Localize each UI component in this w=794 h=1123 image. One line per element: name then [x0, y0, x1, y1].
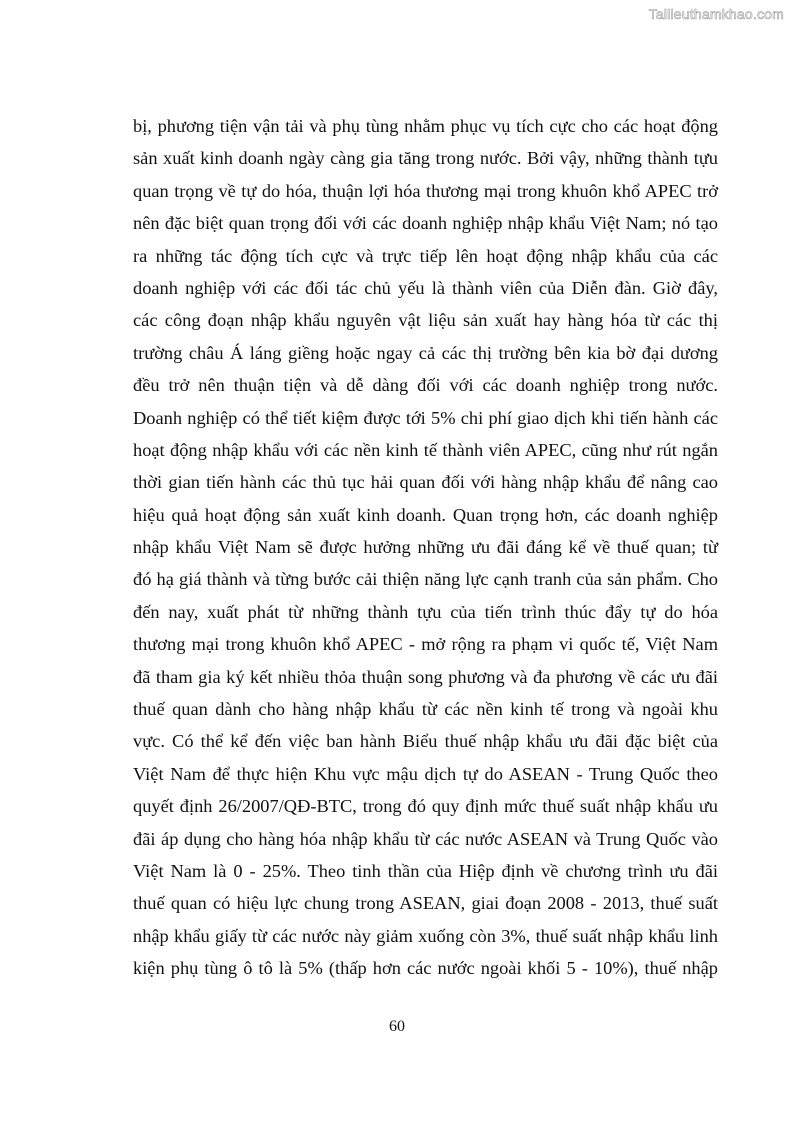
page-body — [133, 110, 718, 985]
body-line: thời gian tiến hành các thủ tục hải quan đối với hàng nhập khẩu để nâng cao — [133, 472, 718, 493]
body-line: nhập khẩu giấy từ các nước này giảm xuống còn 3%, thuế suất nhập khẩu linh — [133, 925, 718, 946]
body-line: hiệu quả hoạt động sản xuất kinh doanh. Quan trọng hơn, các doanh nghiệp — [133, 504, 718, 525]
body-line: đãi áp dụng cho hàng hóa nhập khẩu từ các nước ASEAN và Trung Quốc vào — [133, 828, 718, 849]
watermark-text: Tailieuthamkhao.com — [648, 6, 784, 22]
body-line: đó hạ giá thành và từng bước cải thiện năng lực cạnh tranh của sản phẩm. Cho — [133, 569, 718, 590]
body-line: sản xuất kinh doanh ngày càng gia tăng trong nước. Bởi vậy, những thành tựu — [133, 148, 718, 169]
body-line: vực. Có thể kể đến việc ban hành Biểu thuế nhập khẩu ưu đãi đặc biệt của — [133, 731, 718, 752]
body-line: đều trở nên thuận tiện và dễ dàng đối với các doanh nghiệp trong nước. — [133, 375, 718, 396]
body-line: bị, phương tiện vận tải và phụ tùng nhằm phục vụ tích cực cho các hoạt động — [133, 116, 718, 136]
body-line: ra những tác động tích cực và trực tiếp lên hoạt động nhập khẩu của các — [133, 245, 718, 266]
body-line: thuế quan có hiệu lực chung trong ASEAN, giai đoạn 2008 - 2013, thuế suất — [133, 893, 718, 914]
body-line: trường châu Á láng giềng hoặc ngay cả các thị trường bên kia bờ đại dương — [133, 342, 718, 363]
body-line: Doanh nghiệp có thể tiết kiệm được tới 5% chi phí giao dịch khi tiến hành các — [133, 407, 718, 428]
body-line: hoạt động nhập khẩu với các nền kinh tế thành viên APEC, cũng như rút ngắn — [133, 439, 718, 460]
body-line: quan trọng về tự do hóa, thuận lợi hóa thương mại trong khuôn khổ APEC trở — [133, 180, 718, 201]
body-line: doanh nghiệp với các đối tác chủ yếu là thành viên của Diễn đàn. Giờ đây, — [133, 277, 718, 298]
body-line: đến nay, xuất phát từ những thành tựu của tiến trình thúc đẩy tự do hóa — [133, 601, 718, 622]
body-line: đã tham gia ký kết nhiều thỏa thuận song phương và đa phương về các ưu đãi — [133, 666, 718, 687]
body-line: quyết định 26/2007/QĐ-BTC, trong đó quy định mức thuế suất nhập khẩu ưu — [133, 796, 718, 817]
body-line: Việt Nam để thực hiện Khu vực mậu dịch tự do ASEAN - Trung Quốc theo — [133, 763, 718, 784]
body-line: thuế quan dành cho hàng nhập khẩu từ các nền kinh tế trong và ngoài khu — [133, 699, 718, 720]
body-line: nên đặc biệt quan trọng đối với các doanh nghiệp nhập khẩu Việt Nam; nó tạo — [133, 213, 718, 234]
body-line: các công đoạn nhập khẩu nguyên vật liệu sản xuất hay hàng hóa từ các thị — [133, 310, 718, 331]
page-number: 60 — [389, 1018, 405, 1035]
body-line: Việt Nam là 0 - 25%. Theo tinh thần của Hiệp định về chương trình ưu đãi — [133, 860, 718, 881]
body-line: thương mại trong khuôn khổ APEC - mở rộng ra phạm vi quốc tế, Việt Nam — [133, 634, 718, 655]
body-line: nhập khẩu Việt Nam sẽ được hưởng những ưu đãi đáng kể về thuế quan; từ — [133, 537, 718, 558]
body-line: kiện phụ tùng ô tô là 5% (thấp hơn các nước ngoài khối 5 - 10%), thuế nhập — [133, 958, 718, 979]
